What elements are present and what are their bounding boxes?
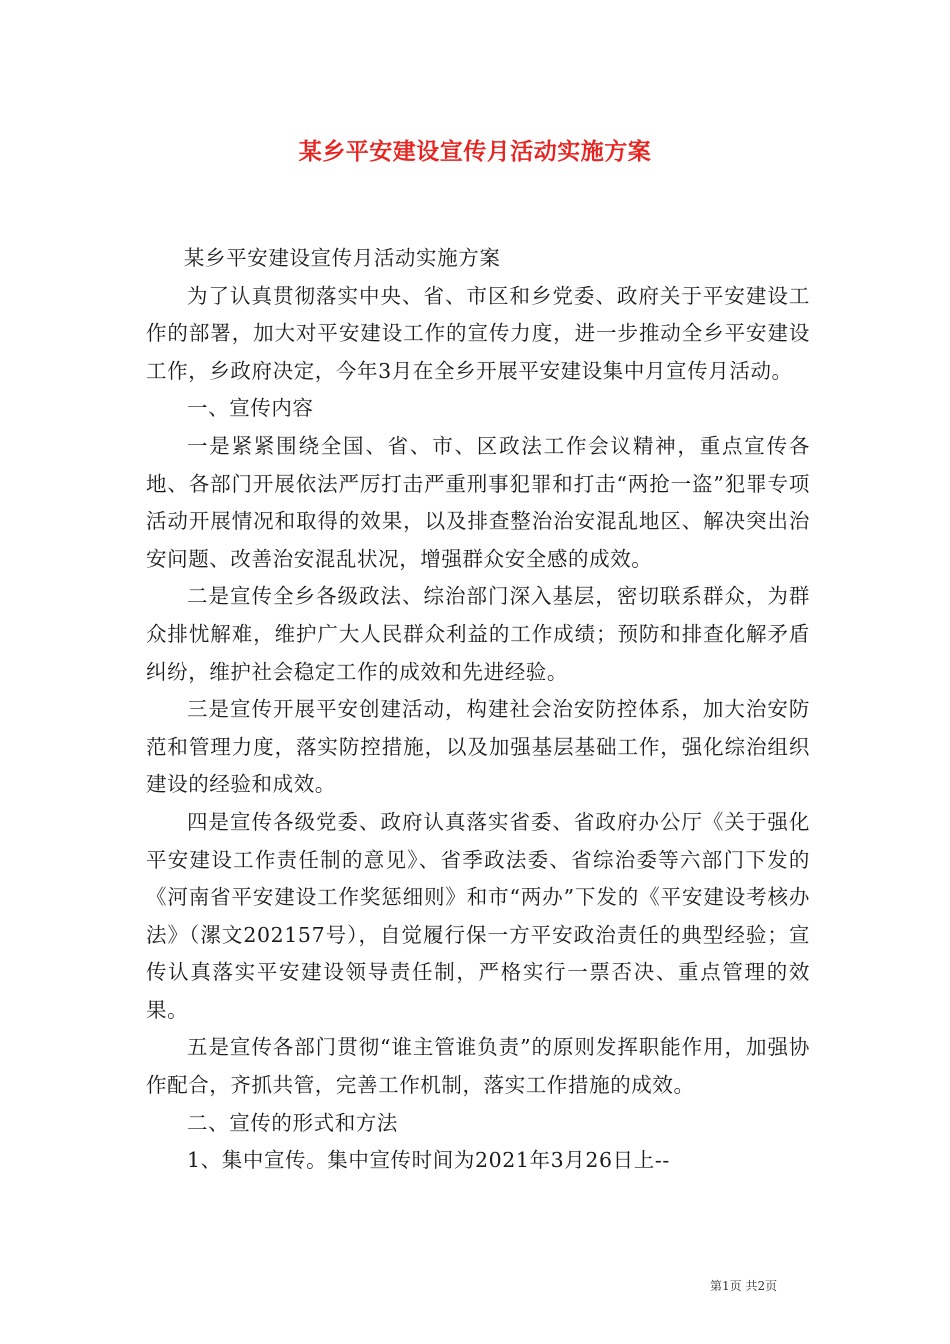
paragraph: 某乡平安建设宣传月活动实施方案 [183,246,501,270]
paragraph: 二是宣传全乡各级政法、综治部门深入基层，密切联系群众，为群众排忧解难，维护广大人民群众利益的工作成绩；预防和排查化解矛盾纠纷，维护社会稳定工作的成效和先进经验。 [146,584,810,684]
paragraph: 五是宣传各部门贯彻“谁主管谁负责”的原则发挥职能作用，加强协作配合，齐抓共管，完善工作机制，落实工作措施的成效。 [146,1035,810,1098]
page-number: 第1页 共2页 [710,1279,778,1293]
paragraph: 1、集中宣传。集中宣传时间为2021年3月26日上-- [187,1148,670,1173]
paragraph: 为了认真贯彻落实中央、省、市区和乡党委、政府关于平安建设工作的部署，加大对平安建设工作的宣传力度，进一步推动全乡平安建设工作，乡政府决定，今年3月在全乡开展平安建设集中月宣传月活动。 [146,283,810,383]
section-heading: 二、宣传的形式和方法 [187,1110,398,1135]
paragraph: 三是宣传开展平安创建活动，构建社会治安防控体系，加大治安防范和管理力度，落实防控措施，以及加强基层基础工作，强化综治组织建设的经验和成效。 [146,697,810,797]
document-body [146,240,810,1180]
document-title: 某乡平安建设宣传月活动实施方案 [298,138,652,165]
section-heading: 一、宣传内容 [187,396,314,421]
paragraph: 四是宣传各级党委、政府认真落实省委、省政府办公厅《关于强化平安建设工作责任制的意见》、省季政法委、省综治委等六部门下发的《河南省平安建设工作奖惩细则》和市“两办”下发的《平安建设考核办法》（漯文202157号），自觉履行保一方平安政治责任的典型经验；宣传认真落实平安建设领导责任制，严格实行一票否决、重点管理的效果。 [146,809,810,1022]
paragraph: 一是紧紧围绕全国、省、市、区政法工作会议精神，重点宣传各地、各部门开展依法严厉打击严重刑事犯罪和打击“两抢一盗”犯罪专项活动开展情况和取得的效果，以及排查整治治安混乱地区、解决突出治安问题、改善治安混乱状况，增强群众安全感的成效。 [146,433,810,571]
